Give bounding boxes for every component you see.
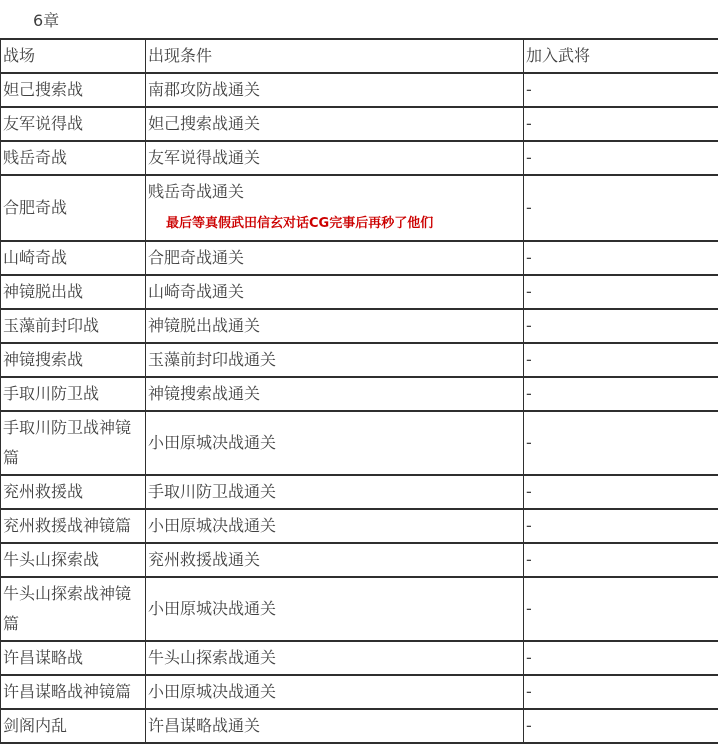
condition-text: 许昌谋略战通关 <box>148 716 260 735</box>
header-battlefield: 战场 <box>1 39 146 73</box>
condition-cell <box>146 343 524 377</box>
condition-text: 小田原城决战通关 <box>148 433 276 452</box>
battlefield-cell: 合肥奇战 <box>1 175 146 241</box>
table-row <box>1 641 718 675</box>
battlefield-cell: 山崎奇战 <box>1 241 146 275</box>
battlefield-cell: 贱岳奇战 <box>1 141 146 175</box>
battlefield-cell: 许昌谋略战神镜篇 <box>1 675 146 709</box>
condition-cell <box>146 475 524 509</box>
condition-text: 合肥奇战通关 <box>148 248 244 267</box>
battlefield-cell: 剑阁内乱 <box>1 709 146 743</box>
table-row <box>1 309 718 343</box>
condition-text: 神镜脱出战通关 <box>148 316 260 335</box>
battlefield-cell: 兖州救援战神镜篇 <box>1 509 146 543</box>
joining-cell: - <box>524 641 718 675</box>
joining-cell: - <box>524 377 718 411</box>
condition-text: 神镜搜索战通关 <box>148 384 260 403</box>
joining-cell: - <box>524 107 718 141</box>
battle-table <box>0 38 718 744</box>
condition-cell <box>146 641 524 675</box>
condition-text: 手取川防卫战通关 <box>148 482 276 501</box>
battlefield-cell: 友军说得战 <box>1 107 146 141</box>
condition-cell <box>146 411 524 475</box>
header-condition: 出现条件 <box>146 39 524 73</box>
condition-text: 贱岳奇战通关 <box>148 182 244 201</box>
joining-cell: - <box>524 241 718 275</box>
condition-text: 小田原城决战通关 <box>148 682 276 701</box>
condition-cell <box>146 275 524 309</box>
condition-text: 小田原城决战通关 <box>148 516 276 535</box>
battlefield-cell: 神镜搜索战 <box>1 343 146 377</box>
condition-text: 山崎奇战通关 <box>148 282 244 301</box>
table-row <box>1 577 718 641</box>
condition-text: 妲己搜索战通关 <box>148 114 260 133</box>
joining-cell: - <box>524 343 718 377</box>
header-row <box>1 39 718 73</box>
battlefield-cell: 牛头山探索战神镜篇 <box>1 577 146 641</box>
condition-cell <box>146 175 524 241</box>
condition-cell <box>146 141 524 175</box>
table-row <box>1 241 718 275</box>
table-row <box>1 141 718 175</box>
table-row <box>1 509 718 543</box>
battlefield-cell: 兖州救援战 <box>1 475 146 509</box>
condition-cell <box>146 509 524 543</box>
condition-cell <box>146 543 524 577</box>
battlefield-cell: 妲己搜索战 <box>1 73 146 107</box>
table-body <box>1 73 718 743</box>
condition-cell <box>146 309 524 343</box>
joining-cell: - <box>524 141 718 175</box>
condition-cell <box>146 241 524 275</box>
joining-cell: - <box>524 73 718 107</box>
condition-text: 小田原城决战通关 <box>148 599 276 618</box>
table-row <box>1 175 718 241</box>
condition-text: 友军说得战通关 <box>148 148 260 167</box>
condition-cell <box>146 377 524 411</box>
condition-cell <box>146 675 524 709</box>
header-joining: 加入武将 <box>524 39 718 73</box>
joining-cell: - <box>524 309 718 343</box>
joining-cell: - <box>524 475 718 509</box>
joining-cell: - <box>524 675 718 709</box>
condition-text: 牛头山探索战通关 <box>148 648 276 667</box>
condition-text: 南郡攻防战通关 <box>148 80 260 99</box>
joining-cell: - <box>524 577 718 641</box>
condition-cell <box>146 709 524 743</box>
condition-cell <box>146 577 524 641</box>
table-row <box>1 411 718 475</box>
battlefield-cell: 手取川防卫战 <box>1 377 146 411</box>
battlefield-cell: 手取川防卫战神镜篇 <box>1 411 146 475</box>
battlefield-cell: 神镜脱出战 <box>1 275 146 309</box>
table-row <box>1 709 718 743</box>
condition-cell <box>146 73 524 107</box>
battlefield-cell: 许昌谋略战 <box>1 641 146 675</box>
condition-text: 玉藻前封印战通关 <box>148 350 276 369</box>
table-row <box>1 343 718 377</box>
condition-note: 最后等真假武田信玄对话CG完事后再秒了他们 <box>166 216 433 231</box>
table-row <box>1 675 718 709</box>
battlefield-cell: 牛头山探索战 <box>1 543 146 577</box>
condition-text: 兖州救援战通关 <box>148 550 260 569</box>
table-row <box>1 73 718 107</box>
joining-cell: - <box>524 509 718 543</box>
joining-cell: - <box>524 543 718 577</box>
joining-cell: - <box>524 275 718 309</box>
joining-cell: - <box>524 175 718 241</box>
page <box>0 9 718 744</box>
joining-cell: - <box>524 709 718 743</box>
battlefield-cell: 玉藻前封印战 <box>1 309 146 343</box>
table-row <box>1 107 718 141</box>
table-row <box>1 475 718 509</box>
table-row <box>1 275 718 309</box>
joining-cell: - <box>524 411 718 475</box>
page-title: 6章 <box>33 9 718 33</box>
table-row <box>1 543 718 577</box>
table-row <box>1 377 718 411</box>
condition-cell <box>146 107 524 141</box>
